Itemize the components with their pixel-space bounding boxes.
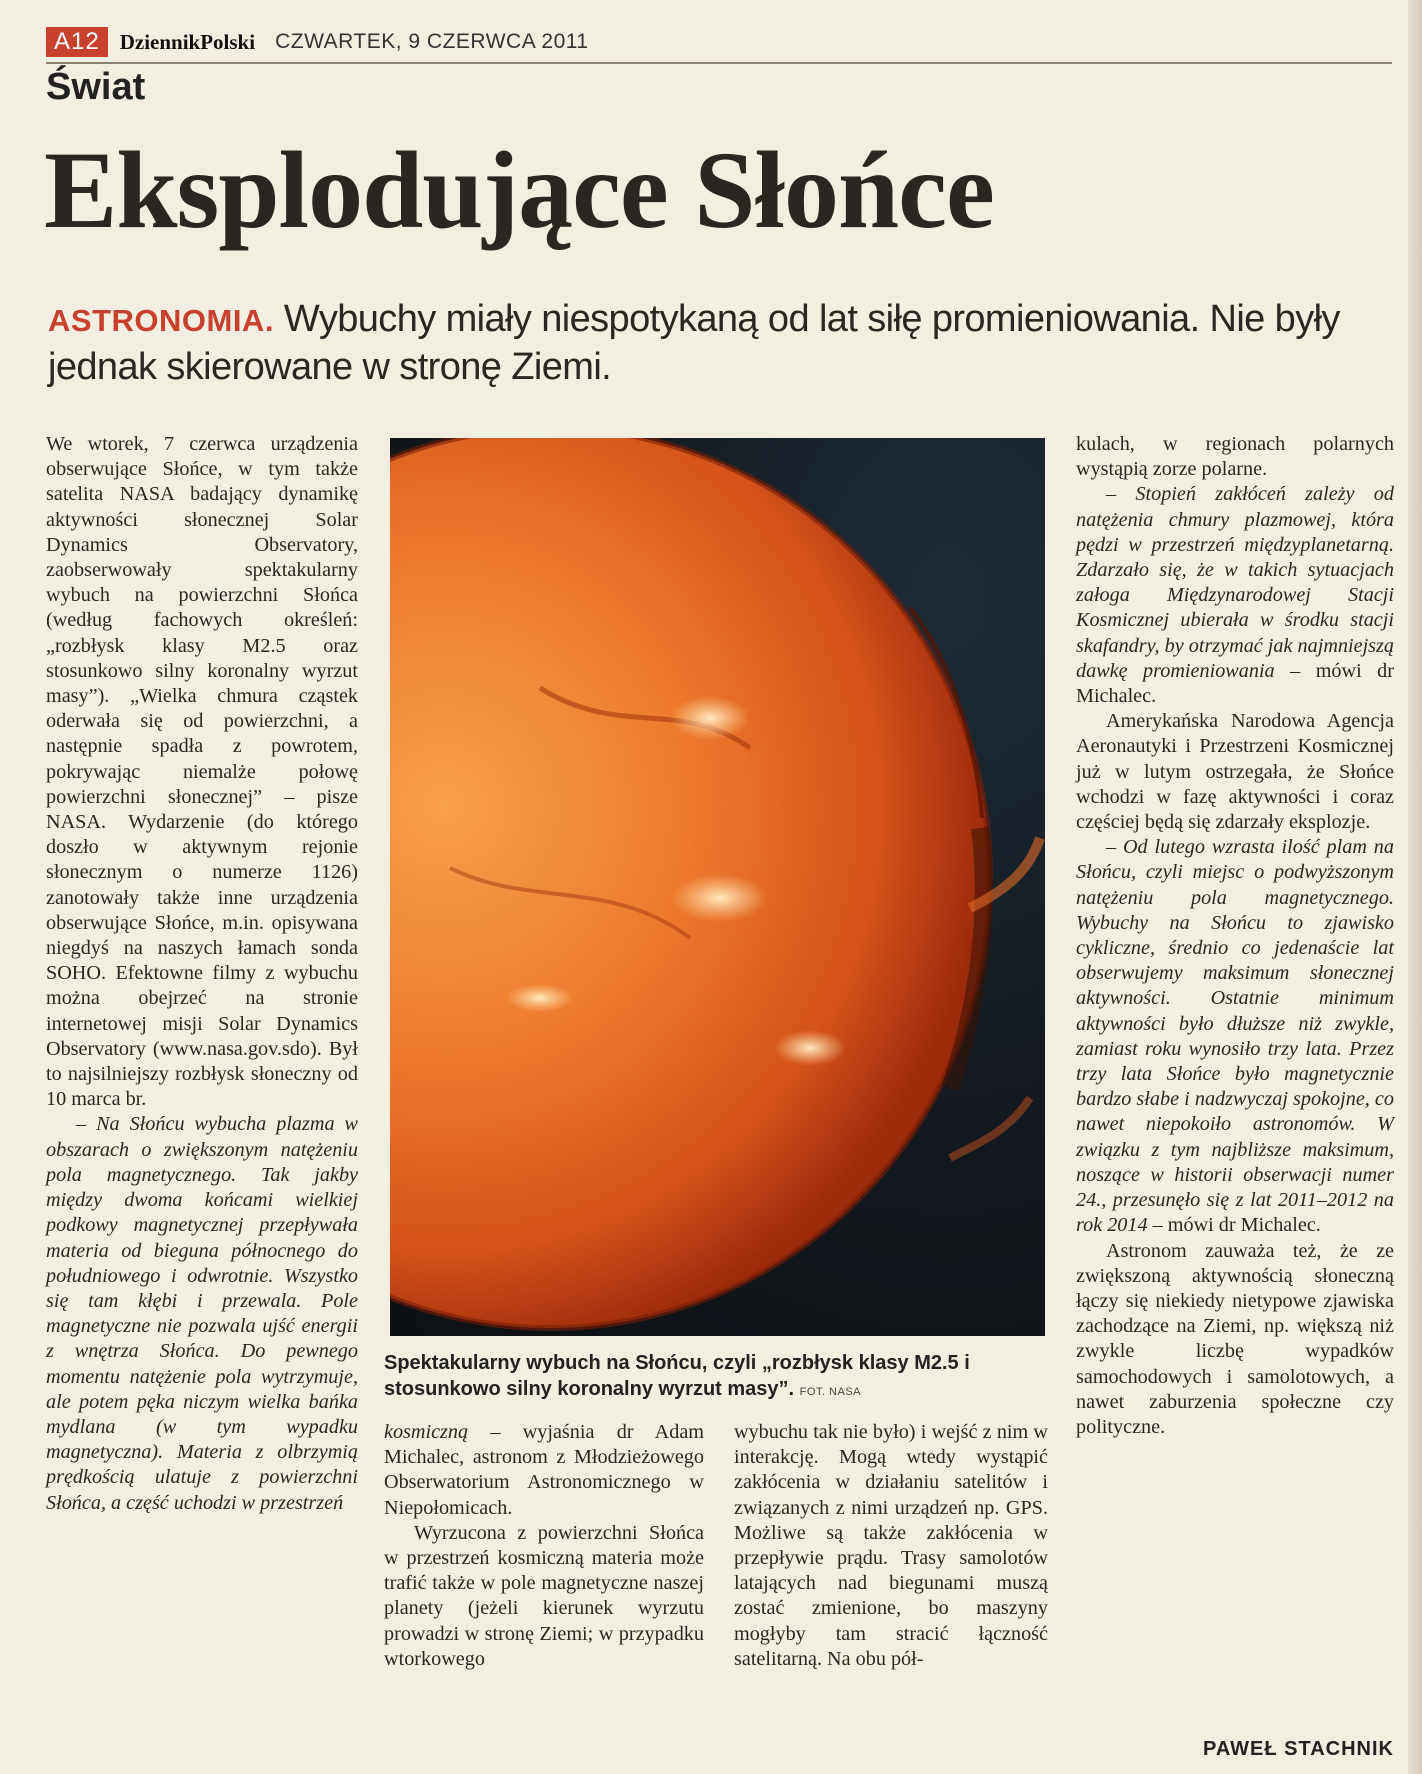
lead: [48, 296, 1398, 390]
headline: Eksplodujące Słońce: [44, 129, 994, 251]
page-number: A12: [46, 27, 108, 57]
paper-name: DziennikPolski: [119, 29, 256, 54]
quote-text: – Od lutego wzrasta ilość plam na Słońcu, czyli miejsc o podwyższonym natężeniu pola magnetycznego. Wybuchy na Słońcu to zjawisko cykliczne, średnio co jedenaście lat obserwujemy maksimum słonecznej aktywności. Ostatnie minimum aktywności było dłuższe niż zwykle, zamiast roku wynosiło trzy lata. Przez trzy lata Słońce było magnetycznie bardzo słabe i nadzwyczaj spokojne, co nawet niepokoiło astronomów. W związku z tym najbliższe maksimum, noszące w historii obserwacji numer 24., przesunęło się z lat 2011–2012 na rok 2014: [1076, 836, 1394, 1237]
paragraph: We wtorek, 7 czerwca urządzenia obserwujące Słońce, w tym także satelita NASA badający dynamikę aktywności słonecznej Solar Dynamics Observatory, zaobserwowały spektakularny wybuch na powierzchni Słońca (według fachowych określeń: „rozbłysk klasy M2.5 oraz stosunkowo silny koronalny wyrzut masy”). „Wielka chmura cząstek oderwała się od powierzchni, a następnie spadła z powrotem, pokrywając niemalże połowę powierzchni słonecznej” – pisze NASA. Wydarzenie (do którego doszło w aktywnym rejonie słonecznym o numerze 1126) zanotowały także inne urządzenia obserwujące Słońce, m.in. opisywana niegdyś na naszych łamach sonda SOHO. Efektowne filmy z wybuchu można obejrzeć na stronie internetowej misji Solar Dynamics Observatory (www.nasa.gov.sdo). Był to najsilniejszy rozbłysk słoneczny od 10 marca br.: [46, 433, 358, 1111]
sun-photo: [390, 438, 1045, 1336]
section-title: Świat: [46, 66, 146, 108]
caption-text: Spektakularny wybuch na Słońcu, czyli „rozbłysk klasy M2.5 i stosunkowo silny koronalny wyrzut masy”.: [384, 1352, 970, 1400]
column-2: [384, 1420, 704, 1672]
attribution: – mówi dr Michalec.: [1147, 1214, 1321, 1237]
quote-paragraph: [1076, 482, 1394, 709]
paragraph: kulach, w regionach polarnych wystąpią zorze polarne.: [1076, 433, 1394, 481]
page-edge-shadow: [1408, 0, 1422, 1774]
column-4: [1076, 432, 1394, 1440]
italic-word: kosmiczną: [384, 1421, 469, 1443]
column-1: [46, 432, 358, 1516]
paragraph-text: – wyjaśnia dr Adam Michalec, astronom z Młodzieżowego Obserwatorium Astronomicznego w Niepołomicach.: [384, 1421, 704, 1519]
photo-caption: [384, 1350, 1048, 1405]
column-3: [734, 1420, 1048, 1672]
folio: [46, 27, 589, 57]
quote-paragraph: – Na Słońcu wybucha plazma w obszarach o zwiększonym natężeniu pola magnetycznego. Tak jakby między dwoma końcami wielkiej podkowy magnetycznej przepływała materia od bieguna północnego do południowego i odwrotnie. Wszystko się tam kłębi i przewala. Pole magnetyczne nie pozwala ujść energii z wnętrza Słońca. Do pewnego momentu natężenie pola wytrzymuje, ale potem pęka niczym wielka bańka mydlana (w tym wypadku magnetyczna). Materia z olbrzymią prędkością ulatuje z powierzchni Słońca, a część uchodzi w przestrzeń: [46, 1113, 358, 1514]
quote-text: – Stopień zakłóceń zależy od natężenia chmury plazmowej, która pędzi w przestrzeń międzyplanetarną. Zdarzało się, że w takich sytuacjach załoga Międzynarodowej Stacji Kosmicznej ubierała w środku stacji skafandry, by otrzymać jak najmniejszą dawkę promieniowania: [1076, 483, 1394, 682]
paragraph: Astronom zauważa też, że ze zwiększoną aktywnością słoneczną łączy się niekiedy nietypowe zjawiska zachodzące na Ziemi, np. większą niż zwykle liczbę wypadków samochodowych i samolotowych, a nawet zaburzenia społeczne czy polityczne.: [1076, 1239, 1394, 1438]
attribution: – mówi dr Michalec.: [1076, 659, 1394, 708]
header-rule: [46, 62, 1392, 64]
paragraph: [384, 1420, 704, 1521]
quote-paragraph: [1076, 835, 1394, 1238]
kicker: ASTRONOMIA.: [48, 303, 274, 338]
paragraph: Amerykańska Narodowa Agencja Aeronautyki i Przestrzeni Kosmicznej już w lutym ostrzegała, że Słońce wchodzi w fazę aktywności i coraz częściej będą się zdarzały eksplozje.: [1076, 710, 1394, 834]
sun-image: [390, 438, 1045, 1336]
issue-date: CZWARTEK, 9 CZERWCA 2011: [275, 30, 589, 53]
byline: PAWEŁ STACHNIK: [1202, 1738, 1394, 1760]
paragraph: wybuchu tak nie było) i wejść z nim w interakcję. Mogą wtedy wystąpić zakłócenia w działaniu satelitów i związanych z nimi urządzeń np. GPS. Możliwe są także zakłócenia w przepływie prądu. Trasy samolotów latających nad biegunami muszą zostać zmienione, bo maszyny mogłyby tam stracić łączność satelitarną. Na obu pół-: [734, 1421, 1048, 1670]
photo-credit: FOT. NASA: [799, 1386, 862, 1398]
lead-text: Wybuchy miały niespotykaną od lat siłę promieniowania. Nie były jednak skierowane w stronę Ziemi.: [48, 298, 1340, 388]
paragraph: Wyrzucona z powierzchni Słońca w przestrzeń kosmiczną materia może trafić także w pole magnetyczne naszej planety (jeżeli kierunek wyrzutu prowadzi w stronę Ziemi; w przypadku wtorkowego: [384, 1521, 704, 1670]
